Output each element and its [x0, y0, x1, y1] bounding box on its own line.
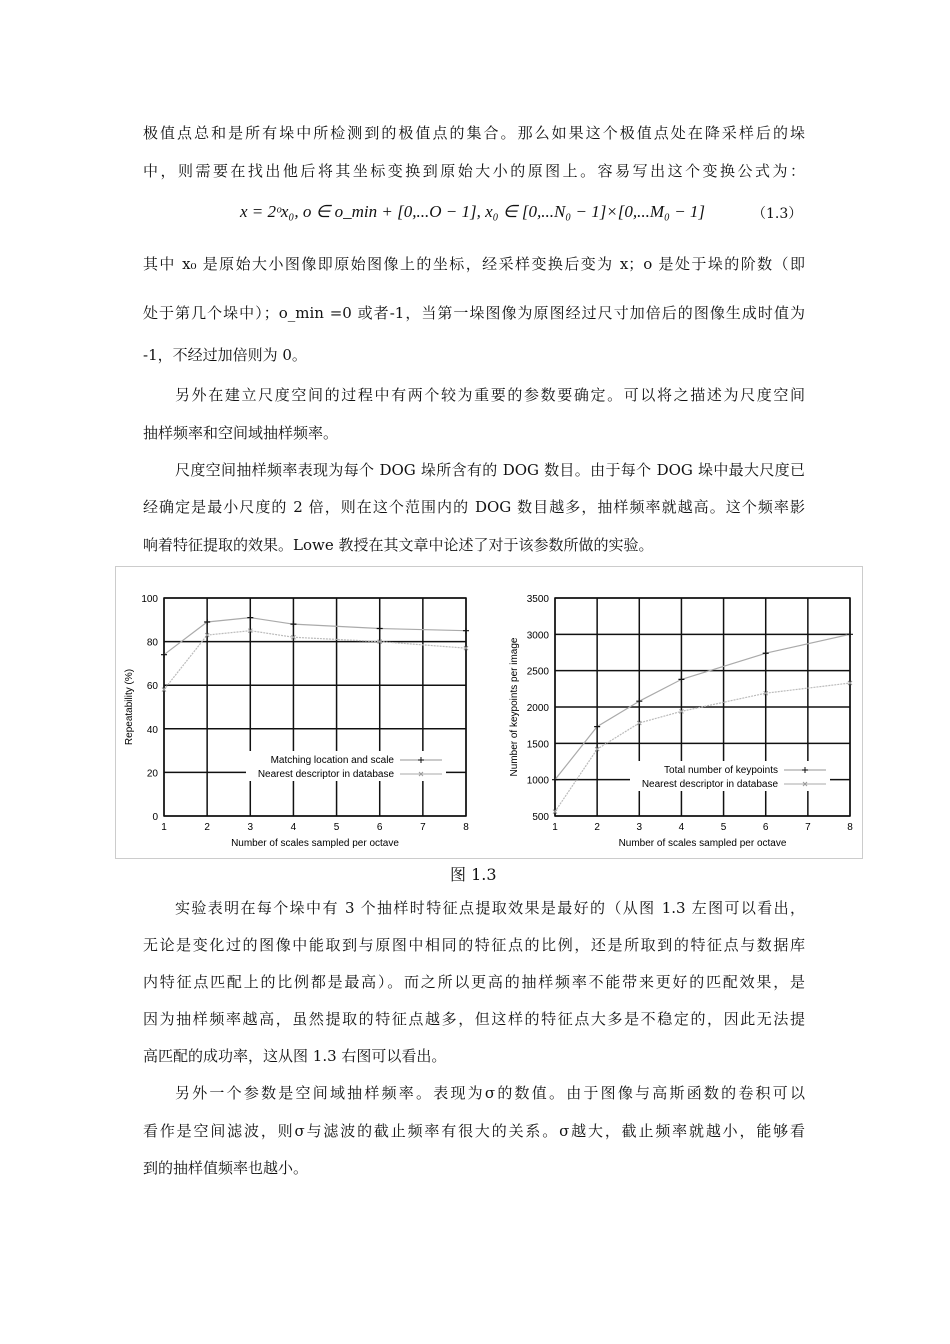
x-tick-label: 8 — [463, 822, 469, 833]
data-point — [636, 698, 642, 704]
text-line: 因为抽样频率越高，虽然提取的特征点越多，但这样的特征点大多是不稳定的，因此无法提 — [143, 1010, 805, 1028]
y-tick-label: 3000 — [526, 630, 549, 642]
x-tick-label: 3 — [636, 822, 643, 833]
text-line: 响着特征提取的效果。Lowe 教授在其文章中论述了对于该参数所做的实验。 — [143, 536, 654, 554]
y-tick-label: 2000 — [526, 703, 549, 714]
text-line: 经确定是最小尺度的 2 倍，则在这个范围内的 DOG 数目越多，抽样频率就越高。这个频率影 — [143, 498, 805, 516]
formula: x = 2ᵒx₀, o ∈ o_min + [0,...O − 1], x₀ ∈ [0,...N₀ − 1]×[0,...M₀ − 1] — [240, 202, 706, 221]
equation-number: （1.3） — [752, 206, 803, 222]
text-line: 无论是变化过的图像中能取到与原图中相同的特征点的比例，还是所取到的特征点与数据库 — [143, 936, 805, 954]
x-tick-label: 5 — [333, 822, 340, 833]
y-axis-label: Repeatability (%) — [124, 668, 135, 746]
text-line: 内特征点匹配上的比例都是最高）。而之所以更高的抽样频率不能带来更好的匹配效果，是 — [143, 973, 805, 991]
x-tick-label: 8 — [847, 822, 853, 833]
x-tick-label: 7 — [805, 822, 811, 833]
text-line: 处于第几个垛中）；o_min =0 或者-1，当第一垛图像为原图经过尺寸加倍后的图像生成时值为 — [143, 304, 805, 322]
figure — [115, 566, 863, 859]
figure-charts — [116, 567, 862, 858]
y-tick-label: 3500 — [526, 594, 549, 605]
legend-label: Matching location and scale — [270, 755, 394, 766]
y-tick-label: 500 — [532, 812, 549, 823]
text-line: 高匹配的成功率，这从图 1.3 右图可以看出。 — [143, 1047, 447, 1065]
y-axis-label: Number of keypoints per image — [509, 637, 520, 777]
text-line: 另外一个参数是空间域抽样频率。表现为σ的数值。由于图像与高斯函数的卷积可以 — [175, 1084, 805, 1102]
y-tick-label: 1500 — [526, 739, 549, 751]
data-point — [847, 631, 853, 637]
x-axis-label: Number of scales sampled per octave — [231, 838, 399, 849]
text-line: 尺度空间抽样频率表现为每个 DOG 垛所含有的 DOG 数目。由于每个 DOG 垛中最大尺度已 — [175, 461, 805, 479]
y-tick-label: 80 — [146, 637, 158, 649]
x-tick-label: 4 — [290, 822, 297, 833]
x-tick-label: 1 — [161, 822, 167, 833]
series-line-2 — [164, 631, 466, 690]
data-point — [463, 628, 469, 634]
figure-caption: 图 1.3 — [450, 865, 497, 884]
y-tick-label: 60 — [146, 681, 158, 693]
y-tick-label: 0 — [152, 812, 158, 823]
x-tick-label: 6 — [376, 822, 383, 833]
y-tick-label: 2500 — [526, 666, 549, 678]
text-line: 到的抽样值频率也越小。 — [143, 1159, 309, 1177]
x-tick-label: 3 — [247, 822, 254, 833]
text-line: 另外在建立尺度空间的过程中有两个较为重要的参数要确定。可以将之描述为尺度空间 — [175, 386, 805, 404]
text-line: 其中 x₀ 是原始大小图像即原始图像上的坐标，经采样变换后变为 x；o 是处于垛的阶数（即 — [143, 255, 805, 273]
y-tick-label: 40 — [146, 724, 158, 736]
data-point — [247, 615, 253, 621]
plot-frame — [164, 598, 466, 816]
x-tick-label: 2 — [594, 822, 600, 833]
text-line: 抽样频率和空间域抽样频率。 — [143, 424, 339, 442]
data-point — [290, 621, 296, 627]
text-line: 中，则需要在找出他后将其坐标变换到原始大小的原图上。容易写出这个变换公式为： — [143, 162, 805, 180]
y-tick-label: 1000 — [526, 775, 549, 787]
x-tick-label: 6 — [762, 822, 769, 833]
text-line: 看作是空间滤波，则σ与滤波的截止频率有很大的关系。σ越大，截止频率就越小，能够看 — [143, 1122, 805, 1140]
text-line: 极值点总和是所有垛中所检测到的极值点的集合。那么如果这个极值点处在降采样后的垛 — [143, 124, 805, 142]
x-tick-label: 7 — [420, 822, 426, 833]
legend-label: Nearest descriptor in database — [257, 769, 394, 780]
data-point — [377, 626, 383, 632]
y-tick-label: 100 — [141, 594, 158, 605]
data-point — [763, 650, 769, 656]
x-axis-label: Number of scales sampled per octave — [618, 838, 787, 849]
x-tick-label: 4 — [678, 822, 685, 833]
text-line: 实验表明在每个垛中有 3 个抽样时特征点提取效果是最好的（从图 1.3 左图可以看出， — [175, 899, 805, 917]
x-tick-label: 5 — [720, 822, 727, 833]
legend-label: Total number of keypoints — [664, 765, 778, 776]
x-tick-label: 2 — [204, 822, 210, 833]
legend-label: Nearest descriptor in database — [641, 779, 778, 790]
text-line: -1，不经过加倍则为 0。 — [143, 346, 307, 364]
series-line-1 — [164, 618, 466, 655]
y-tick-label: 20 — [146, 768, 158, 780]
x-tick-label: 1 — [552, 822, 558, 833]
data-point — [678, 676, 684, 682]
